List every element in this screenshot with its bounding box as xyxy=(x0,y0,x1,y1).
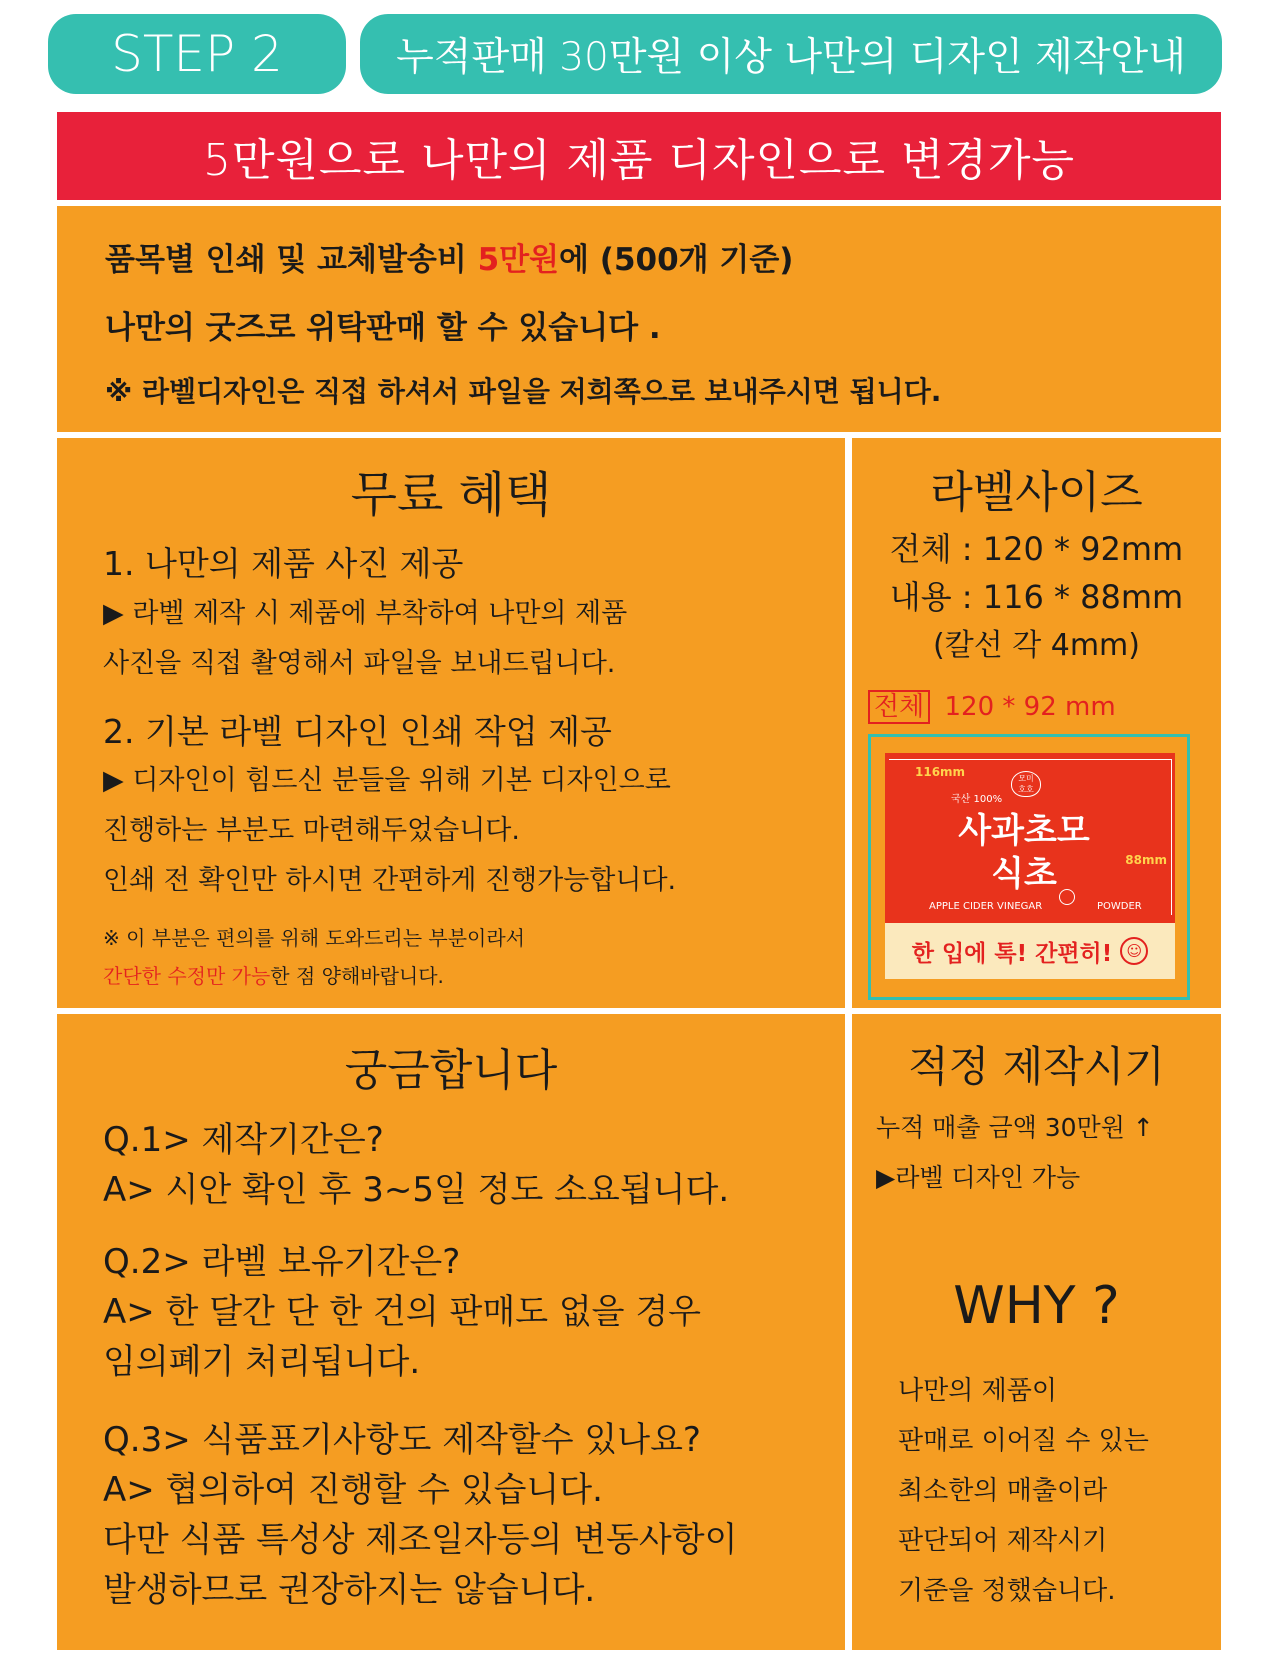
height-dimension-line xyxy=(1171,759,1172,915)
label-size-tag-box: 전체 xyxy=(868,690,930,724)
label-slogan: 한 입에 톡! 간편히! xyxy=(911,940,1113,967)
intro-line-2: 나만의 굿즈로 위탁판매 할 수 있습니다 . xyxy=(105,310,661,346)
faq-a2-line-2: 임의폐기 처리됩니다. xyxy=(103,1342,421,1382)
faq-q3: Q.3> 식품표기사항도 제작할수 있나요? xyxy=(103,1420,701,1460)
benefit-2-line-2: 진행하는 부분도 마련해두었습니다. xyxy=(103,815,520,846)
benefit-2-line-3: 인쇄 전 확인만 하시면 간편하게 진행가능합니다. xyxy=(103,865,677,896)
why-title: WHY ? xyxy=(953,1276,1120,1336)
intro-panel xyxy=(57,206,1221,432)
benefit-1-line-2: 사진을 직접 촬영해서 파일을 보내드립니다. xyxy=(103,648,616,679)
benefit-1-title: 1. 나만의 제품 사진 제공 xyxy=(103,544,464,583)
label-size-tag xyxy=(868,686,1116,723)
label-cut-line: (칼선 각 4mm) xyxy=(933,628,1140,663)
timing-line-2: ▶라벨 디자인 가능 xyxy=(876,1163,1081,1192)
product-name-line-2: 식초 xyxy=(991,854,1057,894)
faq-a3-line-1: A> 협의하여 진행할 수 있습니다. xyxy=(103,1470,603,1510)
benefit-2-line-1: ▶ 디자인이 힘드신 분들을 위해 기본 디자인으로 xyxy=(103,765,671,796)
step-badge xyxy=(48,14,346,94)
label-mockup-frame xyxy=(868,734,1190,1000)
benefits-note-suffix: 한 점 양해바랍니다. xyxy=(270,964,444,988)
why-line-1: 나만의 제품이 xyxy=(898,1376,1057,1406)
benefits-note-highlight: 간단한 수정만 가능 xyxy=(103,964,271,988)
header-title: 누적판매 30만원 이상 나만의 디자인 제작안내 xyxy=(396,35,1186,80)
label-width-label: 116mm xyxy=(915,765,966,779)
label-size-tag-value: 120 * 92 mm xyxy=(944,692,1116,722)
smiley-icon: ☺ xyxy=(1120,937,1148,965)
label-height-label: 88mm xyxy=(1125,853,1167,867)
faq-title: 궁금합니다 xyxy=(344,1045,558,1096)
faq-panel xyxy=(57,1014,845,1650)
brand-line-2: 호호 xyxy=(1018,785,1034,794)
header-title-pill xyxy=(360,14,1222,94)
brand-line-1: 모미 xyxy=(1018,774,1034,783)
benefits-note-line-1: ※ 이 부분은 편의를 위해 도와드리는 부분이라서 xyxy=(103,926,525,950)
intro-line-1-suffix: 에 (500개 기준) xyxy=(559,242,794,278)
faq-a3-line-3: 발생하므로 권장하지는 않습니다. xyxy=(103,1570,596,1610)
width-dimension-line xyxy=(889,759,1171,760)
why-line-2: 판매로 이어질 수 있는 xyxy=(898,1426,1149,1456)
faq-q1: Q.1> 제작기간은? xyxy=(103,1120,384,1160)
benefits-note-line-2 xyxy=(103,960,444,989)
label-size-panel xyxy=(852,438,1221,1008)
apple-icon xyxy=(1059,889,1075,905)
label-size-title: 라벨사이즈 xyxy=(930,467,1143,518)
benefits-title: 무료 혜택 xyxy=(350,467,552,523)
benefits-panel xyxy=(57,438,845,1008)
faq-q2: Q.2> 라벨 보유기간은? xyxy=(103,1242,461,1282)
intro-line-1-text: 품목별 인쇄 및 교체발송비 xyxy=(105,242,478,278)
label-content-size: 내용 : 116 * 88mm xyxy=(889,578,1184,616)
why-line-4: 판단되어 제작시기 xyxy=(898,1526,1108,1556)
product-name-line-1: 사과초모 xyxy=(958,811,1090,851)
benefit-1-line-1: ▶ 라벨 제작 시 제품에 부착하여 나만의 제품 xyxy=(103,598,628,629)
intro-price-highlight: 5만원 xyxy=(477,242,560,278)
faq-a1: A> 시안 확인 후 3~5일 정도 소요됩니다. xyxy=(103,1170,730,1210)
intro-line-1 xyxy=(105,234,793,279)
label-powder: POWDER xyxy=(1097,901,1142,912)
intro-note: ※ 라벨디자인은 직접 하셔서 파일을 저희쪽으로 보내주시면 됩니다. xyxy=(105,375,942,408)
price-banner xyxy=(57,112,1221,200)
label-mockup xyxy=(885,753,1175,923)
timing-line-1: 누적 매출 금액 30만원 ↑ xyxy=(876,1113,1154,1142)
timing-title: 적정 제작시기 xyxy=(908,1042,1165,1091)
faq-a2-line-1: A> 한 달간 단 한 건의 판매도 없을 경우 xyxy=(103,1292,702,1332)
label-english-name: APPLE CIDER VINEGAR xyxy=(929,901,1043,912)
price-banner-text: 5만원으로 나만의 제품 디자인으로 변경가능 xyxy=(202,135,1075,186)
faq-a3-line-2: 다만 식품 특성상 제조일자등의 변동사항이 xyxy=(103,1520,738,1560)
brand-heart-icon xyxy=(1011,771,1041,797)
why-line-5: 기준을 정했습니다. xyxy=(898,1576,1116,1606)
label-slogan-strip xyxy=(885,923,1175,979)
why-line-3: 최소한의 매출이라 xyxy=(898,1476,1108,1506)
label-total-size: 전체 : 120 * 92mm xyxy=(889,530,1184,568)
label-origin: 국산 100% xyxy=(951,794,1003,805)
timing-panel xyxy=(852,1014,1221,1650)
step-label: STEP 2 xyxy=(111,25,283,83)
benefit-2-title: 2. 기본 라벨 디자인 인쇄 작업 제공 xyxy=(103,712,612,751)
